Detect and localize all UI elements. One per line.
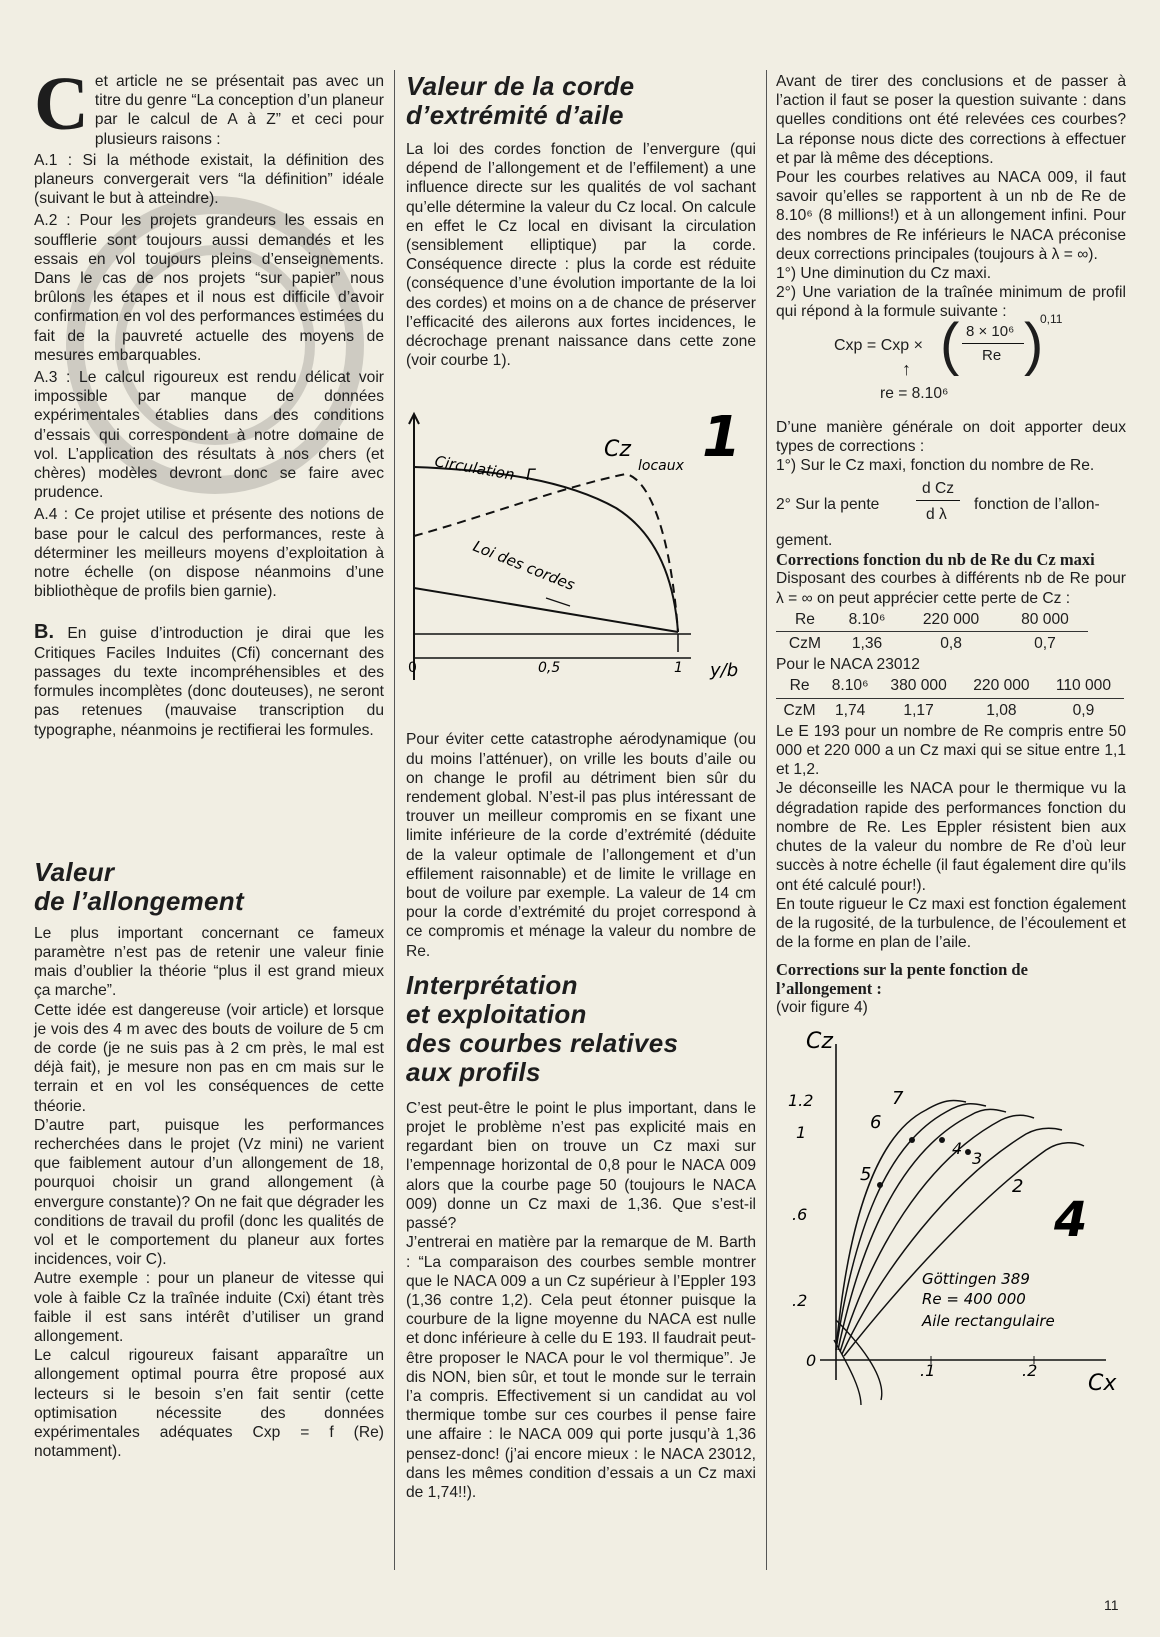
x-tick-0: 0 — [408, 660, 417, 677]
paragraph-right-3: 1°) Une diminution du Cz maxi. — [776, 265, 992, 283]
paragraph-a2: A.2 : Pour les projets grandeurs les essais en soufflerie sont toujours aussi demandés et les essais en vol toujours pleins d’enseignements. Dans le cas de nos projets “sur papier” nous brûlons les étapes et il nous est difficile d’avoir confirmation en vol des performances estimées du fait de la pauvreté actuelle des moyens de mesures embarquables. — [34, 212, 384, 364]
b-initial: B. — [34, 621, 54, 644]
table-naca009: Re 8.10⁶ 220 000 80 000 CzM 1,36 0,8 0,7 — [776, 608, 1088, 655]
label-loi-des-cordes: Loi des cordes — [470, 537, 578, 595]
paragraph-right-5: D’une manière générale on doit apporter deux types de corrections : — [776, 418, 1126, 455]
figure-4-number: 4 — [1054, 1191, 1088, 1248]
table2-title: Pour le NACA 23012 — [776, 656, 920, 674]
paragraph-right-7-end: gement. — [776, 532, 833, 550]
paragraph-allongement-2: Cette idée est dangereuse (voir article) et lorsque je vois des 4 m avec des bouts de voilure de 5 cm de corde (je ne suis pas à 2 cm près, le mal est déjà fait), je mesure non pas en cm mais sur le terrain et en vol les conséquences de cette théorie. — [34, 1001, 384, 1115]
heading-corrections-pente: Corrections sur la pente fonction de l’allongement : — [776, 960, 1028, 999]
column-separator-2 — [766, 70, 767, 1570]
y-tick-0-2: .2 — [792, 1290, 808, 1310]
figure-4-note-3: Aile rectangulaire — [922, 1311, 1055, 1330]
paragraph-interpretation-1: C’est peut-être le point le plus important, dans le projet le problème n’est pas explicité mais en regardant bien on trouve un Cz maxi sur l’empennage horizontal de 0,8 pour le NACA 009 alors que la courbe page 50 (toujours le NACA 009) donne un Cz maxi de 1,36. Que s’est-il passé? — [406, 1099, 756, 1233]
y-tick-1: 1 — [796, 1122, 807, 1142]
column-left — [34, 62, 384, 1461]
paragraph-interpretation-2: J’entrerai en matière par la remarque de M. Barth : “La comparaison des courbes semble montrer que le NACA 009 a un Cz supérieur à l’Eppler 193 (1,36 contre 1,2). Cela peut étonner puisque la courbure de la ligne moyenne du NACA est nulle et donc inférieure à celle du E 193. Il faudrait peut-être proposer le NACA pour le vol thermique”. Je dis NON, bien sûr, et tout le monde sur le terrain l’a compris. Effectivement si un candidat au vol thermique tombe sur ces courbes il pense faire une affaire : le NACA 009 qui porte jusqu’à 1,36 pensez-donc! (j’ai encore mieux : le NACA 23012, dans les mêmes condition d’essais a un Cz maxi de 1,74!!). — [406, 1234, 756, 1501]
paragraph-a1: A.1 : Si la méthode existait, la définition des planeurs convergerait vers “la définition” idéale (suivant le but à atteindre). — [34, 151, 384, 208]
paragraph-right-11: En toute rigueur le Cz maxi est fonction également de la rugosité, de la turbulence, de l’écoulement et de la forme en plan de l’aile. — [776, 895, 1126, 952]
curve-label-6: 6 — [870, 1111, 882, 1133]
x-tick-0-2: .2 — [1022, 1360, 1038, 1380]
x-tick-0-1: .1 — [920, 1360, 936, 1380]
intro-paragraph — [34, 62, 384, 149]
figure-4-diagram — [776, 1020, 1126, 1420]
curve-label-7: 7 — [892, 1087, 904, 1109]
paragraph-allongement-3: D’autre part, puisque les performances recherchées dans le projet (Vz mini) ne varient que faiblement autour d’un allongement de 18, pourquoi choisir un grand allongement (à envergure constante)? On ne fait que dégrader les conditions de travail du profil (donc les qualités de vol et le comportement du planeur aux fortes incidences, voir C). — [34, 1116, 384, 1269]
paragraph-b — [34, 623, 384, 739]
column-right — [776, 72, 1126, 1420]
paragraph-right-8: Disposant des courbes à différents nb de Re pour λ = ∞ on peut apprécier cette perte de Cz : — [776, 570, 1126, 607]
formula-numerator: 8 × 10⁶ — [966, 322, 1015, 340]
drop-cap: C — [34, 62, 89, 146]
slope-denominator: d λ — [926, 506, 947, 524]
paragraph-corde-1: La loi des cordes fonction de l’envergure (qui dépend de l’allongement et de l’effilement) a une influence directe sur les qualités de vol sachant qu’elle détermine la valeur du Cz local. On calcule en effet le Cz local en divisant la circulation (sensiblement elliptique) par la corde. Conséquence directe : plus la corde est réduite (conséquence d’une évolution importante de la loi des cordes) et moins on a de chance de préserver l’efficacité des ailerons aux fortes incidences, le décrochage prenant naissance dans cette zone (voir courbe 1). — [406, 141, 756, 370]
curve-label-2: 2 — [1012, 1175, 1024, 1197]
label-locaux: locaux — [638, 458, 684, 475]
curve-label-4: 4 — [952, 1138, 963, 1158]
heading-corde: Valeur de la corde d’extrémité d’aile — [406, 71, 635, 130]
label-cz: Cz — [604, 437, 631, 463]
curve-label-5: 5 — [860, 1163, 872, 1185]
paragraph-a4: A.4 : Ce projet utilise et présente des notions de base pour le calcul des performances, reste à déterminer les meilleurs moyens d’exploitation à notre échelle (on dispose néanmoins d’une bibliothèque de profils bien garnie). — [34, 506, 384, 601]
paragraph-corde-2: Pour éviter cette catastrophe aérodynamique (ou du moins l’atténuer), on vrille les bouts d’aile ou on change le profil au détriment bien sûr du rendement global. N’est-il pas plus intéressant de trouver un meilleur compromis en se fixant une limite inférieure de la corde d’extrémité (déduite de la valeur optimale de l’allongement et d’un effilement raisonnable) et de limite le vrillage en bout de voilure par exemple. La valeur de 14 cm pour la corde d’extrémité du projet correspond à ce compromis et ménage la valeur du nombre de Re. — [406, 731, 756, 960]
x-axis-label: y/b — [710, 660, 739, 682]
formula-lhs: Cxp = Cxp × — [834, 336, 923, 354]
formula-denominator: Re — [982, 346, 1002, 364]
page-number: 11 — [1104, 1597, 1119, 1613]
heading-interpretation: Interprétation et exploitation des courbes relatives aux profils — [406, 969, 679, 1087]
paragraph-allongement-4: Autre exemple : pour un planeur de vitesse qui vole à faible Cz la traînée induite (Cxi) étant très faible il est sans intérêt d’utiliser un grand allongement. — [34, 1270, 384, 1345]
slope-numerator: d Cz — [922, 480, 955, 498]
curve-label-3: 3 — [972, 1148, 983, 1168]
slope-fraction-line — [776, 479, 1126, 531]
paragraph-right-4: 2°) Une variation de la traînée minimum de profil qui répond à la formule suivante : — [776, 284, 1126, 321]
intro-text: et article ne se présentait pas avec un titre du genre “La conception d’un planeur par le calcul de A à Z” et ceci pour plusieurs raisons : — [94, 73, 384, 148]
slope-prefix: 2° Sur la pente — [776, 496, 880, 514]
label-gamma: Γ — [526, 465, 535, 485]
paragraph-right-9: Le E 193 pour un nombre de Re compris entre 50 000 et 220 000 a un Cz maxi qui se situe entre 1,1 et 1,2. — [776, 722, 1126, 779]
paragraph-right-1: Avant de tirer des conclusions et de passer à l’action il faut se poser la question suivante : dans quelles conditions ont été relevées ces courbes? La réponse nous dicte des corrections à effectuer et par là même des déceptions. — [776, 73, 1126, 167]
paragraph-allongement-1: Le plus important concernant ce fameux paramètre n’est pas de retenir une valeur finie mais d’oublier la théorie “plus il est grand mieux ça marche”. — [34, 924, 384, 1000]
formula-exponent: 0,11 — [1040, 311, 1063, 326]
y-tick-1-2: 1.2 — [788, 1090, 814, 1110]
x-tick-1: 1 — [674, 660, 683, 677]
column-separator-1 — [394, 70, 395, 1570]
heading-allongement: Valeur de l’allongement — [34, 856, 244, 916]
y-axis-label: Cz — [806, 1028, 833, 1054]
b-text: En guise d’introduction je dirai que les Critiques Faciles Induites (Cfi) concernant des passages du texte incompréhensibles et des formules incomplètes (donc douteuses), ne seront pas retenues (mauvaise transcription du typographe, néanmoins je rectifierai les formules. — [34, 625, 384, 739]
slope-suffix: fonction de l’allon- — [974, 496, 1100, 514]
paragraph-a3: A.3 : Le calcul rigoureux est rendu délicat voir impossible par manque de données expérimentales établies dans des conditions d’essais qui correspondent à notre domaine de vol. L’application des résultats à nos chers (et chères) modèles devront donc se faire avec prudence. — [34, 369, 384, 502]
paragraph-right-12: (voir figure 4) — [776, 999, 868, 1017]
paragraph-right-10: Je déconseille les NACA pour le thermique vu la dégradation rapide des performances fonction du nombre de Re. Les Eppler résistent bien aux chutes de la valeur du nombre de Re d’où leur succès à notre échelle (il faut également dire qu’ils ont été calculé pour!). — [776, 780, 1126, 894]
figure-4-note-2: Re = 400 000 — [922, 1289, 1026, 1308]
y-tick-0-6: .6 — [792, 1204, 808, 1224]
heading-corrections-re: Corrections fonction du nb de Re du Cz maxi — [776, 550, 1095, 570]
table-naca23012: Re 8.10⁶ 380 000 220 000 110 000 CzM 1,74 1,17 1,08 0,9 — [776, 674, 1124, 721]
y-tick-0: 0 — [806, 1350, 817, 1370]
formula-cxp: Cxp = Cxp × ( 8 × 10⁶ Re ) 0,11 ↑ re = 8.10⁶ — [834, 311, 1063, 402]
paragraph-right-2: Pour les courbes relatives au NACA 009, il faut savoir qu’elles se rapportent à un nb de Re de 8.10⁶ (8 millions!) et à un allongement infini. Pour des nombres de Re inférieurs le NACA préconise deux corrections principales (toujours à λ = ∞). — [776, 169, 1126, 263]
x-tick-0-5: 0,5 — [538, 660, 561, 677]
paragraph-allongement-5: Le calcul rigoureux faisant apparaître un allongement optimal pourra être proposé aux lecteurs si le besoin s’en fait sentir (cette optimisation nécessite des données expérimentales adéquates Cxp = f (Re) notamment). — [34, 1347, 384, 1461]
paragraph-right-6: 1°) Sur le Cz maxi, fonction du nombre de Re. — [776, 457, 1095, 475]
formula-arrow: ↑ — [902, 358, 911, 379]
label-circulation: Circulation — [433, 452, 516, 485]
x-axis-label: Cx — [1088, 1370, 1117, 1396]
figure-1-number: 1 — [702, 408, 741, 471]
figure-4-note-1: Göttingen 389 — [922, 1269, 1030, 1288]
column-middle — [406, 72, 756, 1502]
figure-1-diagram — [406, 408, 756, 698]
formula-note: re = 8.10⁶ — [880, 384, 949, 402]
